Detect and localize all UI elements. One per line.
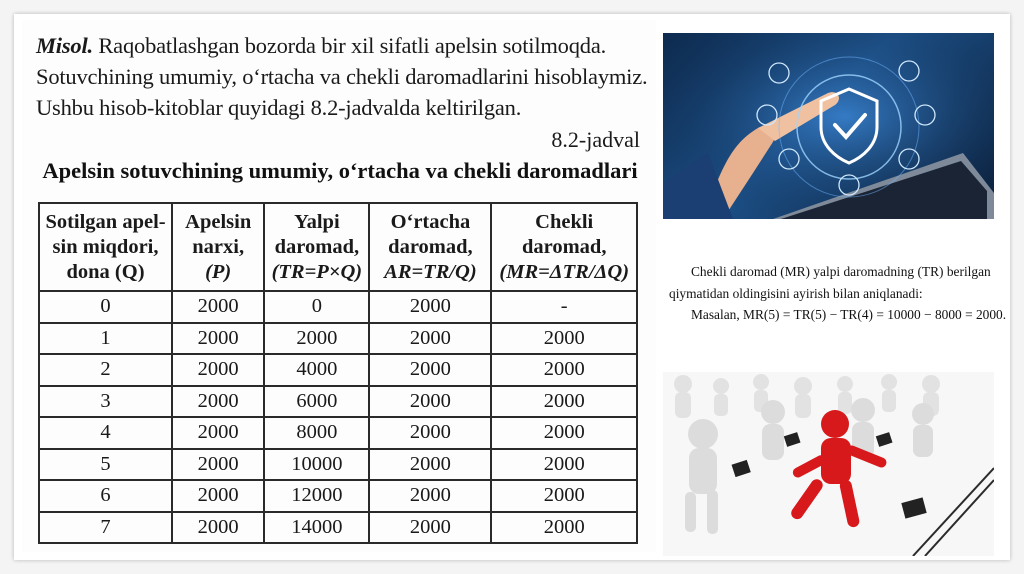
cell-total-revenue: 8000 bbox=[264, 417, 369, 449]
cell-marginal-revenue: 2000 bbox=[491, 480, 637, 512]
header-price: Apelsin narxi, (P) bbox=[172, 203, 264, 291]
cell-marginal-revenue: - bbox=[491, 291, 637, 323]
competition-photo bbox=[663, 372, 994, 556]
table-number: 8.2-jadval bbox=[551, 127, 640, 152]
cell-price: 2000 bbox=[172, 417, 264, 449]
header-marginal-revenue: Chekli daromad, (MR=ΔTR/ΔQ) bbox=[491, 203, 637, 291]
note-line-1: Chekli daromad (MR) yalpi daromadning (TR) berilgan bbox=[691, 264, 991, 279]
header-quantity: Sotilgan apel- sin miqdori, dona (Q) bbox=[39, 203, 172, 291]
cell-total-revenue: 12000 bbox=[264, 480, 369, 512]
cell-quantity: 1 bbox=[39, 323, 172, 355]
revenue-table bbox=[38, 202, 638, 544]
cell-total-revenue: 10000 bbox=[264, 449, 369, 481]
table-row bbox=[39, 291, 637, 323]
paragraph-line-2: Sotuvchining umumiy, o‘rtacha va chekli daromadlarini hisoblaymiz. bbox=[36, 64, 648, 89]
table-row bbox=[39, 417, 637, 449]
table-header-row bbox=[39, 203, 637, 291]
cell-marginal-revenue: 2000 bbox=[491, 449, 637, 481]
header-average-revenue: O‘rtacha daromad, AR=TR/Q) bbox=[369, 203, 491, 291]
cell-total-revenue: 2000 bbox=[264, 323, 369, 355]
example-paragraph bbox=[36, 30, 648, 123]
cell-quantity: 6 bbox=[39, 480, 172, 512]
cell-average-revenue: 2000 bbox=[369, 449, 491, 481]
cell-total-revenue: 6000 bbox=[264, 386, 369, 418]
cell-marginal-revenue: 2000 bbox=[491, 386, 637, 418]
cell-marginal-revenue: 2000 bbox=[491, 512, 637, 544]
cell-price: 2000 bbox=[172, 354, 264, 386]
table-row bbox=[39, 512, 637, 544]
cell-quantity: 4 bbox=[39, 417, 172, 449]
header-total-revenue: Yalpi daromad, (TR=P×Q) bbox=[264, 203, 369, 291]
cell-marginal-revenue: 2000 bbox=[491, 323, 637, 355]
cell-price: 2000 bbox=[172, 323, 264, 355]
table-row bbox=[39, 323, 637, 355]
cell-average-revenue: 2000 bbox=[369, 386, 491, 418]
red-figure-running-ahead-icon bbox=[663, 372, 994, 556]
cell-average-revenue: 2000 bbox=[369, 323, 491, 355]
marginal-revenue-note bbox=[663, 244, 1007, 342]
table-row bbox=[39, 386, 637, 418]
security-shield-photo bbox=[663, 33, 994, 219]
table-row bbox=[39, 480, 637, 512]
cell-average-revenue: 2000 bbox=[369, 480, 491, 512]
note-line-2: qiymatidan oldingisini ayirish bilan aniqlanadi: bbox=[669, 286, 923, 301]
cell-total-revenue: 0 bbox=[264, 291, 369, 323]
example-lead: Misol. bbox=[36, 33, 93, 58]
cell-price: 2000 bbox=[172, 291, 264, 323]
cell-marginal-revenue: 2000 bbox=[491, 354, 637, 386]
cell-quantity: 2 bbox=[39, 354, 172, 386]
table-row bbox=[39, 354, 637, 386]
note-line-3: Masalan, MR(5) = TR(5) − TR(4) = 10000 − 8000 = 2000. bbox=[691, 307, 1007, 322]
cell-marginal-revenue: 2000 bbox=[491, 417, 637, 449]
cell-price: 2000 bbox=[172, 512, 264, 544]
table-title: Apelsin sotuvchining umumiy, o‘rtacha va chekli daromadlari bbox=[42, 158, 638, 183]
cell-quantity: 7 bbox=[39, 512, 172, 544]
cell-quantity: 5 bbox=[39, 449, 172, 481]
table-row bbox=[39, 449, 637, 481]
paragraph-line-3: Ushbu hisob-kitoblar quyidagi 8.2-jadvalda keltirilgan. bbox=[36, 95, 522, 120]
cell-average-revenue: 2000 bbox=[369, 354, 491, 386]
cell-total-revenue: 14000 bbox=[264, 512, 369, 544]
cell-average-revenue: 2000 bbox=[369, 417, 491, 449]
cell-average-revenue: 2000 bbox=[369, 291, 491, 323]
cell-price: 2000 bbox=[172, 480, 264, 512]
cell-quantity: 3 bbox=[39, 386, 172, 418]
security-shield-tablet-icon bbox=[663, 33, 994, 219]
cell-total-revenue: 4000 bbox=[264, 354, 369, 386]
paragraph-line-1: Raqobatlashgan bozorda bir xil sifatli apelsin sotilmoqda. bbox=[92, 33, 607, 58]
cell-price: 2000 bbox=[172, 386, 264, 418]
cell-quantity: 0 bbox=[39, 291, 172, 323]
cell-price: 2000 bbox=[172, 449, 264, 481]
cell-average-revenue: 2000 bbox=[369, 512, 491, 544]
